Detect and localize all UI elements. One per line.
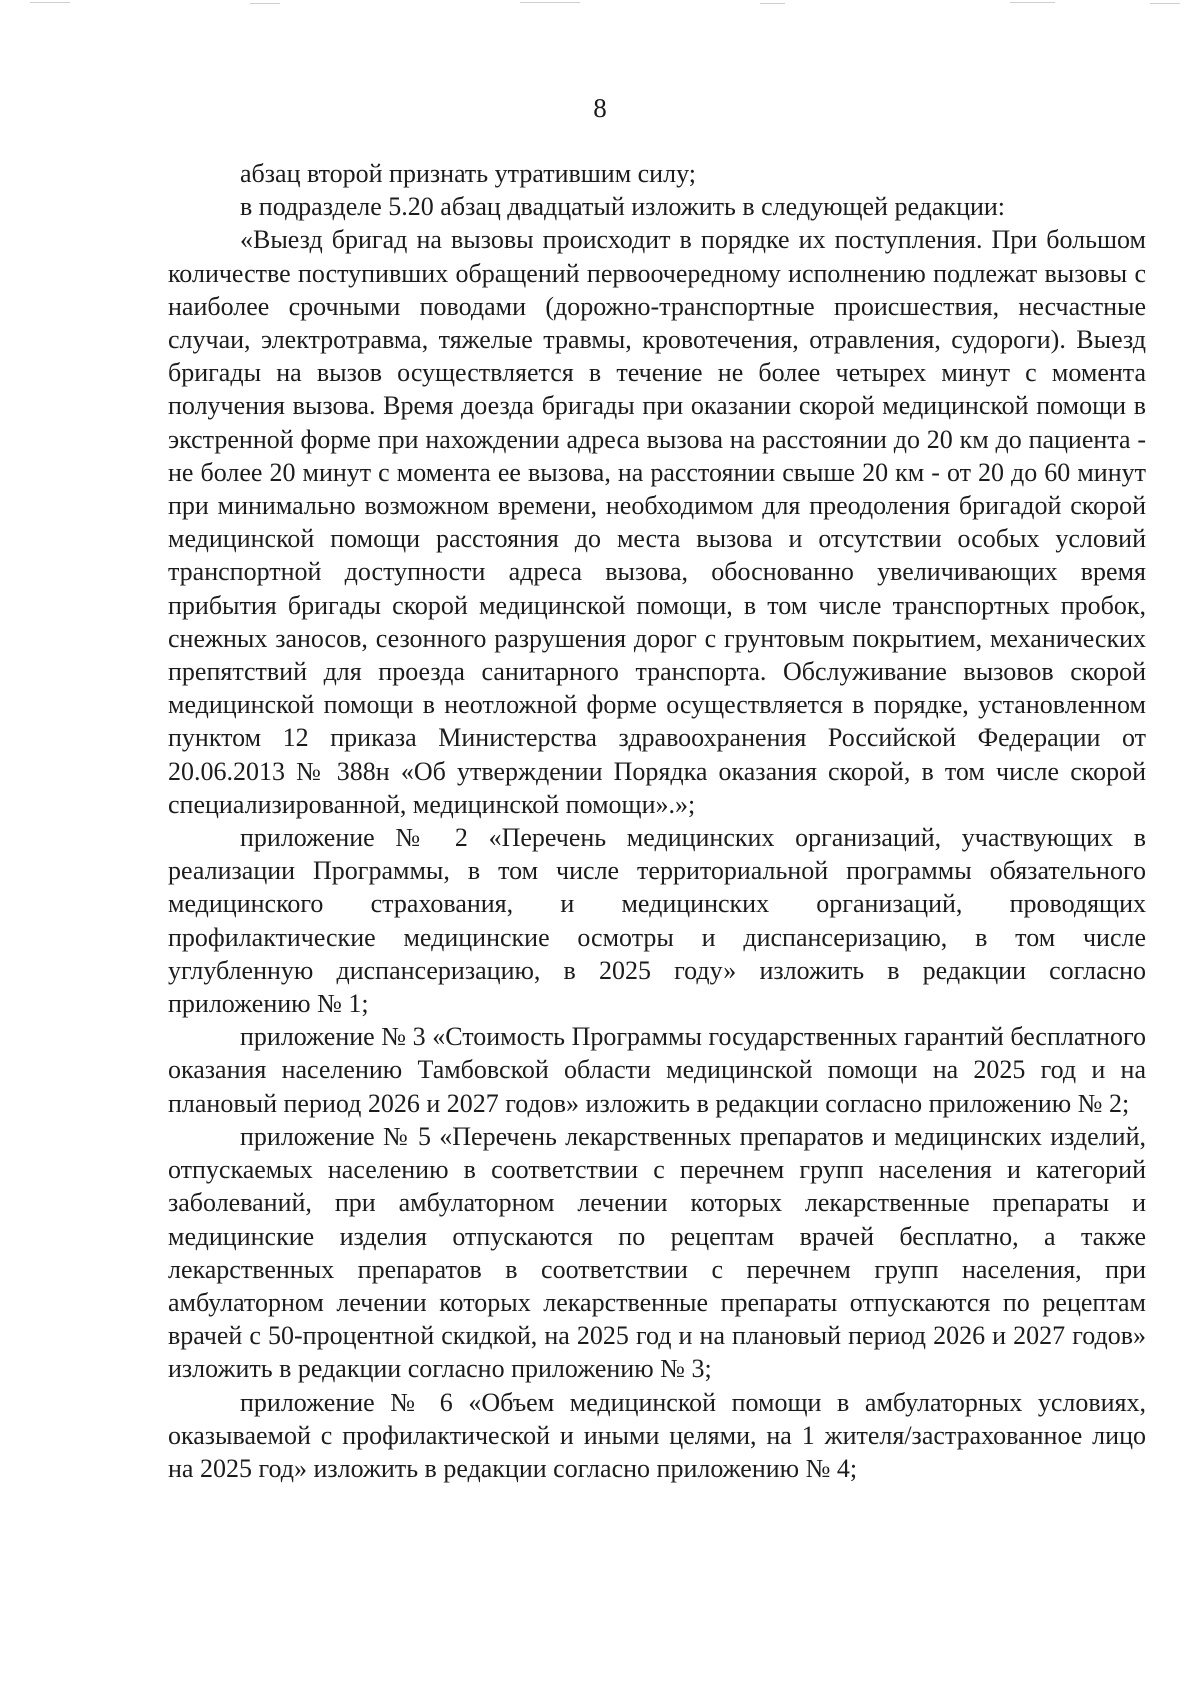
paragraph: приложение № 2 «Перечень медицинских организаций, участвующих в реализации Программы, в том числе территориальной программы обязательного медицинского страхования, и медицинских организаций, проводящих профилактические медицинские осмотры и диспансеризацию, в том числе углубленную диспансеризацию, в 2025 году» изложить в редакции согласно приложению № 1; <box>168 823 1146 1019</box>
paragraph: приложение № 6 «Объем медицинской помощи в амбулаторных условиях, оказываемой с профилактической и иными целями, на 1 жителя/застрахованное лицо на 2025 год» изложить в редакции согласно приложению № 4; <box>168 1387 1146 1483</box>
paragraph: приложение № 3 «Стоимость Программы государственных гарантий бесплатного оказания населению Тамбовской области медицинской помощи на 2025 год и на плановый период 2026 и 2027 годов» изложить в редакции согласно приложению № 2; <box>168 1022 1146 1118</box>
document-body <box>168 157 1146 1485</box>
paragraph: «Выезд бригад на вызовы происходит в порядке их поступления. При большом количестве поступивших обращений первоочередному исполнению подлежат вызовы с наиболее срочными поводами (дорожно-транспортные происшествия, несчастные случаи, электротравма, тяжелые травмы, кровотечения, отравления, судороги). Выезд бригады на вызов осуществляется в течение не более четырех минут с момента получения вызова. Время доезда бригады при оказании скорой медицинской помощи в экстренной форме при нахождении адреса вызова на расстоянии до 20 км до пациента - не более 20 минут с момента ее вызова, на расстоянии свыше 20 км - от 20 до 60 минут при минимально возможном времени, необходимом для преодоления бригадой скорой медицинской помощи расстояния до места вызова и отсутствии особых условий транспортной доступности адреса вызова, обоснованно увеличивающих время прибытия бригады скорой медицинской помощи, в том числе транспортных пробок, снежных заносов, сезонного разрушения дорог с грунтовым покрытием, механических препятствий для проезда санитарного транспорта. Обслуживание вызовов скорой медицинской помощи в неотложной форме осуществляется в порядке, установленном пунктом 12 приказа Министерства здравоохранения Российской Федерации от 20.06.2013 № 388н «Об утверждении Порядка оказания скорой, в том числе скорой специализированной, медицинской помощи».»; <box>168 225 1146 819</box>
paragraph: абзац второй признать утратившим силу; <box>240 159 696 188</box>
page-number: 8 <box>593 93 607 123</box>
paragraph: приложение № 5 «Перечень лекарственных препаратов и медицинских изделий, отпускаемых населению в соответствии с перечнем групп населения и категорий заболеваний, при амбулаторном лечении которых лекарственные препараты и медицинские изделия отпускаются по рецептам врачей бесплатно, а также лекарственных препаратов в соответствии с перечнем групп населения, при амбулаторном лечении которых лекарственные препараты отпускаются по рецептам врачей с 50-процентной скидкой, на 2025 год и на плановый период 2026 и 2027 годов» изложить в редакции согласно приложению № 3; <box>168 1121 1146 1384</box>
paragraph: в подразделе 5.20 абзац двадцатый изложить в следующей редакции: <box>240 192 1006 222</box>
scan-artifacts <box>0 0 1200 12</box>
